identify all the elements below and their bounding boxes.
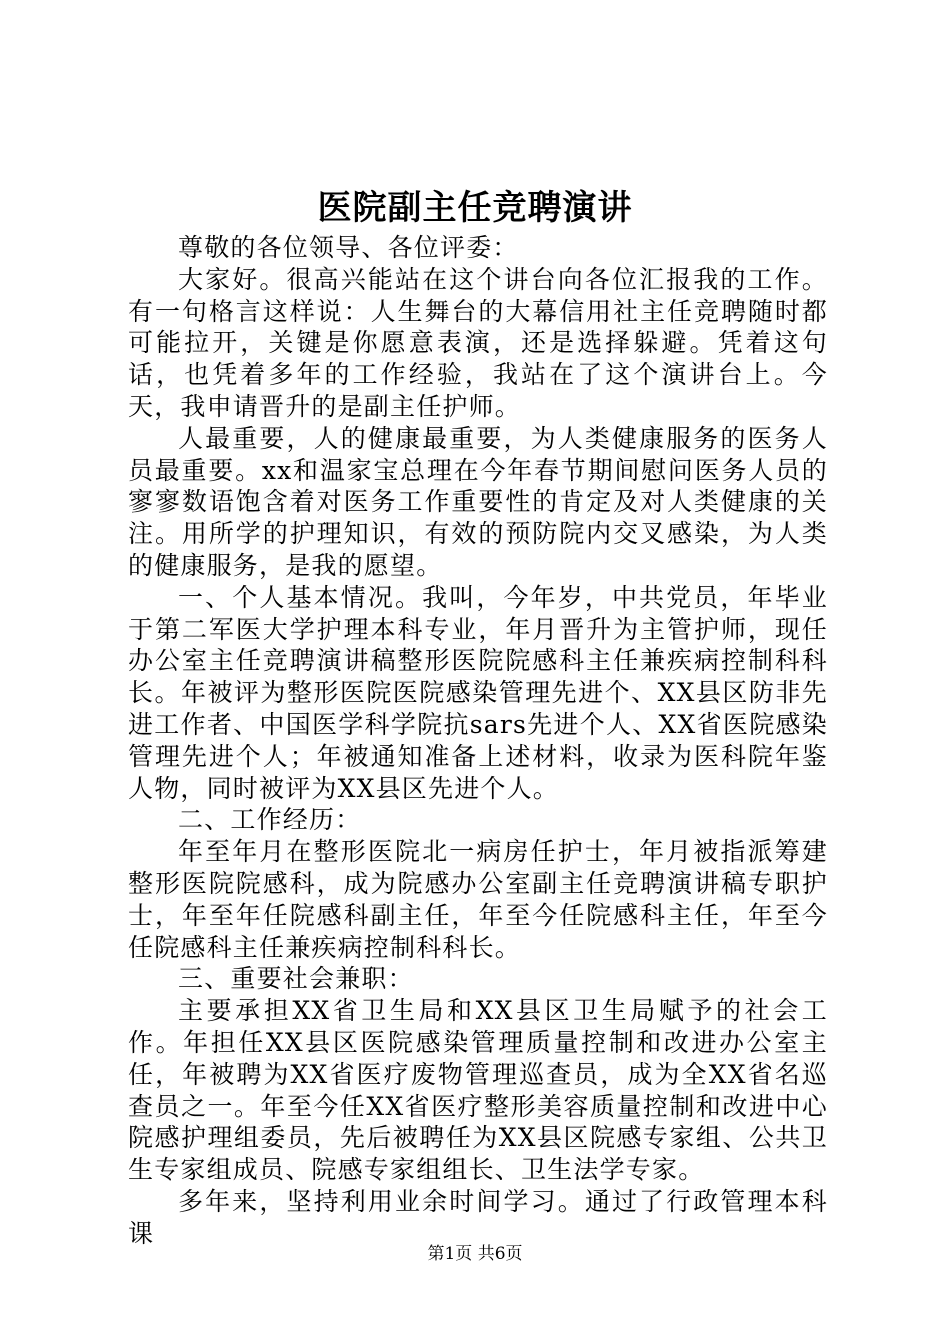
paragraph-greeting: 大家好。很高兴能站在这个讲台向各位汇报我的工作。有一句格言这样说：人生舞台的大幕信用社主任竞聘随时都可能拉开，关键是你愿意表演，还是选择躲避。凭着这句话，也凭着多年的工作经验，我站在了这个演讲台上。今天，我申请晋升的是副主任护师。 xyxy=(128,264,828,421)
heading-work-experience: 二、工作经历： xyxy=(178,805,362,835)
page-footer: 第1页 共6页 xyxy=(427,1244,523,1264)
heading-social-roles: 三、重要社会兼职： xyxy=(178,964,414,994)
paragraph-salutation: 尊敬的各位领导、各位评委： xyxy=(178,233,519,262)
paragraph-social-roles: 主要承担XX省卫生局和XX县区卫生局赋予的社会工作。年担任XX县区医院感染管理质量控制和改进办公室主任，年被聘为XX省医疗废物管理巡查员，成为全XX省名巡查员之一。年至今任XX省医疗整形美容质量控制和改进中心院感护理组委员，先后被聘任为XX县区院感专家组、公共卫生专家组成员、院感专家组组长、卫生法学专家。 xyxy=(128,996,828,1185)
paragraph-health: 人最重要，人的健康最重要，为人类健康服务的医务人员最重要。xx和温家宝总理在今年春节期间慰问医务人员的寥寥数语饱含着对医务工作重要性的肯定及对人类健康的关注。用所学的护理知识，有效的预防院内交叉感染，为人类的健康服务，是我的愿望。 xyxy=(128,423,828,580)
paragraph-work-experience: 年至年月在整形医院北一病房任护士，年月被指派筹建整形医院院感科，成为院感办公室副主任竞聘演讲稿专职护士，年至年任院感科副主任，年至今任院感科主任，年至今任院感科主任兼疾病控制科科长。 xyxy=(128,837,828,962)
paragraph-study: 多年来，坚持利用业余时间学习。通过了行政管理本科课 xyxy=(128,1186,828,1248)
document-body xyxy=(128,232,828,1250)
document-title: 医院副主任竞聘演讲 xyxy=(317,188,633,228)
paragraph-basic-info: 一、个人基本情况。我叫，今年岁，中共党员，年毕业于第二军医大学护理本科专业，年月晋升为主管护师，现任办公室主任竞聘演讲稿整形医院院感科主任兼疾病控制科科长。年被评为整形医院医院感染管理先进个、XX县区防非先进工作者、中国医学科学院抗sars先进个人、XX省医院感染管理先进个人；年被通知准备上述材料，收录为医科院年鉴人物，同时被评为XX县区先进个人。 xyxy=(128,582,828,803)
